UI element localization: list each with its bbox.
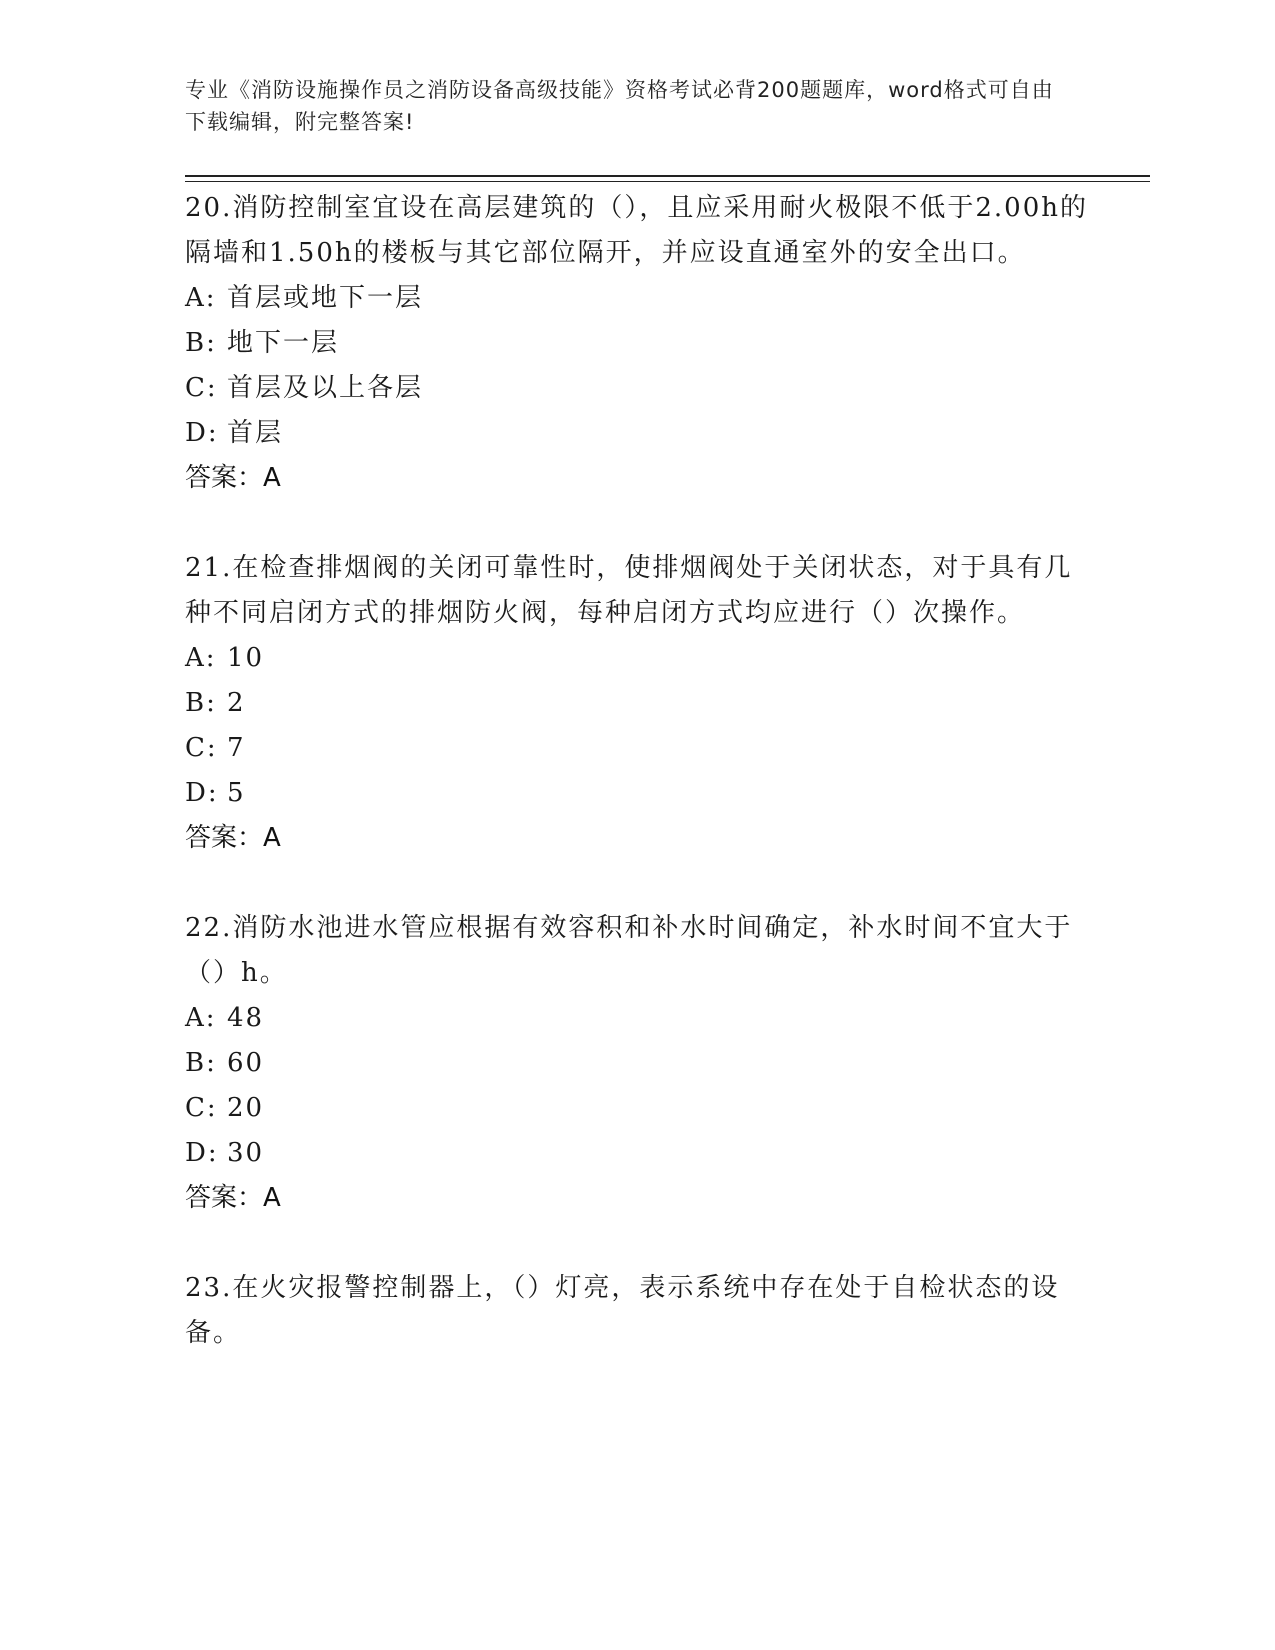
option-letter: C: (185, 373, 218, 403)
question-stem: 22.消防水池进水管应根据有效容积和补水时间确定，补水时间不宜大于（）h。 (185, 913, 1073, 988)
option-letter: C: (185, 1093, 218, 1123)
question-22 (185, 906, 1090, 1221)
option-c (185, 1086, 1090, 1131)
option-letter: B: (185, 328, 217, 358)
option-text: 2 (227, 688, 246, 718)
option-letter: B: (185, 688, 217, 718)
option-text: 30 (227, 1138, 265, 1168)
option-text: 10 (227, 643, 265, 673)
option-a (185, 636, 1090, 681)
answer: 答案：A (185, 1183, 281, 1213)
option-letter: A: (185, 643, 217, 673)
option-d (185, 1131, 1090, 1176)
option-a (185, 276, 1090, 321)
option-text: 首层或地下一层 (227, 283, 424, 313)
answer: 答案：A (185, 823, 281, 853)
option-letter: D: (185, 778, 219, 808)
option-text: 60 (227, 1048, 265, 1078)
option-text: 7 (227, 733, 246, 763)
option-a (185, 996, 1090, 1041)
option-text: 地下一层 (227, 328, 340, 358)
option-text: 20 (227, 1093, 265, 1123)
option-letter: D: (185, 418, 219, 448)
option-b (185, 1041, 1090, 1086)
option-text: 首层及以上各层 (227, 373, 424, 403)
option-letter: C: (185, 733, 218, 763)
option-d (185, 771, 1090, 816)
option-b (185, 321, 1090, 366)
header-divider (185, 175, 1150, 177)
question-stem: 20.消防控制室宜设在高层建筑的（），且应采用耐火极限不低于2.00h的隔墙和1.50h的楼板与其它部位隔开，并应设直通室外的安全出口。 (185, 193, 1088, 268)
option-letter: D: (185, 1138, 219, 1168)
option-letter: B: (185, 1048, 217, 1078)
option-c (185, 366, 1090, 411)
answer: 答案：A (185, 463, 281, 493)
option-d (185, 411, 1090, 456)
question-21 (185, 546, 1090, 861)
option-text: 5 (227, 778, 246, 808)
option-c (185, 726, 1090, 771)
option-b (185, 681, 1090, 726)
header-note: 专业《消防设施操作员之消防设备高级技能》资格考试必背200题题库，word格式可自由下载编辑，附完整答案! (185, 78, 1054, 134)
option-text: 首层 (227, 418, 284, 448)
question-20 (185, 186, 1090, 501)
question-list (185, 186, 1090, 1401)
question-23 (185, 1266, 1090, 1356)
option-letter: A: (185, 1003, 217, 1033)
option-letter: A: (185, 283, 217, 313)
question-stem: 21.在检查排烟阀的关闭可靠性时，使排烟阀处于关闭状态，对于具有几种不同启闭方式的排烟防火阀，每种启闭方式均应进行（）次操作。 (185, 553, 1073, 628)
question-stem: 23.在火灾报警控制器上，（）灯亮，表示系统中存在处于自检状态的设备。 (185, 1273, 1060, 1348)
option-text: 48 (227, 1003, 265, 1033)
header-divider-thin (185, 181, 1150, 182)
